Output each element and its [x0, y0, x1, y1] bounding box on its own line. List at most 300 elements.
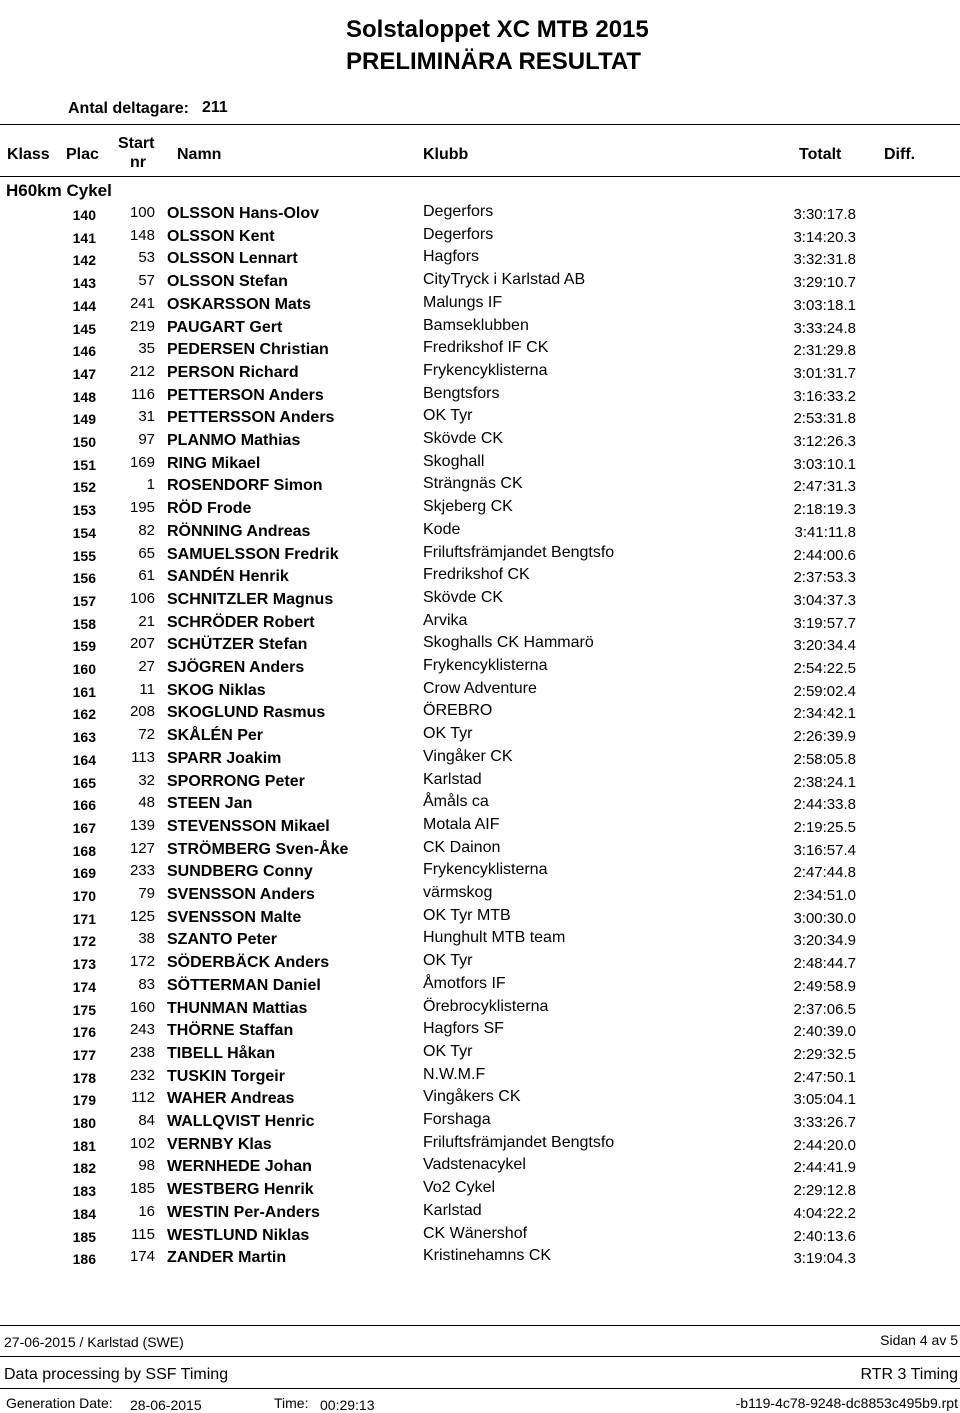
row-club: Vingåker CK — [423, 747, 513, 765]
row-start-nr: 113 — [131, 748, 155, 766]
row-club: Frykencyklisterna — [423, 657, 548, 674]
footer-top-rule — [0, 1325, 960, 1326]
row-start-nr: 232 — [129, 1066, 155, 1084]
row-plac: 179 — [72, 1092, 96, 1109]
table-row — [0, 1247, 960, 1270]
row-name: VERNBY Klas — [167, 1135, 272, 1153]
table-row — [0, 1202, 960, 1225]
table-row — [0, 385, 960, 408]
col-header-plac: Plac — [66, 146, 99, 163]
row-club: Motala AIF — [423, 815, 500, 833]
footer-time-value: 00:29:13 — [320, 1397, 375, 1413]
row-total-time: 2:53:31.8 — [793, 410, 856, 428]
row-start-nr: 21 — [138, 612, 155, 630]
row-start-nr: 35 — [138, 340, 155, 358]
table-row — [0, 317, 960, 340]
table-row — [0, 589, 960, 612]
row-name: RÖD Frode — [167, 500, 252, 518]
row-start-nr: 148 — [129, 226, 155, 244]
col-header-totalt: Totalt — [799, 146, 842, 163]
footer-software: RTR 3 Timing — [860, 1366, 958, 1383]
row-name: SCHNITZLER Magnus — [167, 590, 334, 608]
row-name: TUSKIN Torgeir — [167, 1067, 285, 1085]
row-club: N.W.M.F — [423, 1065, 486, 1083]
row-name: OLSSON Hans-Olov — [167, 205, 320, 222]
row-plac: 155 — [72, 547, 96, 564]
row-name: OLSSON Kent — [167, 227, 275, 245]
table-row — [0, 793, 960, 816]
col-header-klubb: Klubb — [423, 146, 469, 163]
row-plac: 147 — [72, 365, 96, 382]
table-row — [0, 1156, 960, 1179]
table-row — [0, 339, 960, 362]
row-total-time: 3:03:10.1 — [793, 455, 856, 473]
row-start-nr: 233 — [129, 862, 155, 880]
row-club: Arvika — [423, 611, 468, 629]
row-club: Örebrocyklisterna — [423, 997, 549, 1015]
row-total-time: 2:18:19.3 — [793, 501, 856, 519]
row-start-nr: 61 — [138, 567, 155, 585]
row-name: WESTBERG Henrik — [167, 1181, 314, 1199]
table-row — [0, 612, 960, 635]
row-plac: 162 — [72, 706, 96, 723]
row-plac: 161 — [72, 683, 96, 700]
row-name: RÖNNING Andreas — [167, 522, 311, 540]
row-name: THUNMAN Mattias — [167, 999, 308, 1017]
row-club: Åmotfors IF — [423, 974, 506, 992]
table-row — [0, 498, 960, 521]
row-plac: 146 — [72, 343, 96, 360]
row-start-nr: 106 — [129, 589, 155, 607]
row-club: Kode — [423, 520, 461, 538]
row-name: SVENSSON Malte — [167, 908, 302, 926]
footer-bottom-rule — [0, 1388, 960, 1389]
row-total-time: 3:16:57.4 — [793, 841, 856, 859]
footer-date-place: 27-06-2015 / Karlstad (SWE) — [4, 1334, 184, 1350]
row-total-time: 2:40:39.0 — [793, 1023, 856, 1041]
table-row — [0, 566, 960, 589]
row-club: Hunghult MTB team — [423, 929, 566, 947]
row-club: OK Tyr — [423, 725, 473, 743]
table-row — [0, 453, 960, 476]
row-name: OLSSON Stefan — [167, 273, 288, 291]
row-name: SPARR Joakim — [167, 749, 282, 767]
row-name: SKÅLÉN Per — [167, 727, 264, 745]
row-club: OK Tyr MTB — [423, 906, 511, 924]
participants-value: 211 — [202, 99, 228, 116]
row-start-nr: 98 — [138, 1157, 155, 1175]
row-name: WAHER Andreas — [167, 1090, 295, 1108]
row-plac: 145 — [72, 320, 96, 337]
table-row — [0, 1111, 960, 1134]
row-start-nr: 174 — [129, 1248, 155, 1266]
table-row — [0, 816, 960, 839]
row-club: värmskog — [423, 884, 493, 901]
table-row — [0, 771, 960, 794]
col-header-diff: Diff. — [884, 146, 916, 163]
row-club: Frykencyklisterna — [423, 361, 548, 379]
table-row — [0, 975, 960, 998]
row-club: Friluftsfrämjandet Bengtsfo — [423, 1133, 615, 1151]
row-club: Malungs IF — [423, 293, 503, 311]
row-club: CK Wänershof — [423, 1224, 528, 1242]
row-plac: 185 — [72, 1228, 96, 1245]
footer-gen-date-value: 28-06-2015 — [130, 1397, 202, 1413]
row-club: Skoghalls CK Hammarö — [423, 634, 594, 652]
table-row — [0, 475, 960, 498]
row-start-nr: 1 — [146, 476, 155, 494]
row-plac: 164 — [72, 751, 96, 768]
row-total-time: 2:26:39.9 — [793, 728, 856, 746]
row-name: PLANMO Mathias — [167, 432, 301, 449]
row-plac: 154 — [72, 524, 96, 541]
col-header-namn: Namn — [177, 146, 222, 163]
row-total-time: 2:44:33.8 — [793, 796, 856, 814]
row-plac: 170 — [72, 888, 96, 904]
row-plac: 183 — [72, 1183, 96, 1200]
row-start-nr: 57 — [138, 272, 155, 290]
row-total-time: 3:04:37.3 — [793, 591, 856, 609]
row-name: SPORRONG Peter — [167, 772, 305, 790]
row-start-nr: 53 — [138, 249, 155, 267]
col-header-start: Start — [118, 135, 155, 152]
row-plac: 171 — [72, 910, 96, 927]
row-name: SAMUELSSON Fredrik — [167, 545, 339, 563]
table-row — [0, 748, 960, 771]
row-name: STEVENSSON Mikael — [167, 817, 330, 835]
row-plac: 149 — [72, 411, 96, 428]
row-club: Degerfors — [423, 203, 494, 220]
row-plac: 159 — [72, 638, 96, 655]
row-club: Bengtsfors — [423, 384, 500, 402]
row-name: PETTERSON Anders — [167, 386, 324, 404]
table-row — [0, 203, 960, 226]
row-total-time: 3:20:34.4 — [793, 637, 856, 655]
row-name: SANDÉN Henrik — [167, 568, 289, 586]
table-row — [0, 861, 960, 884]
row-total-time: 2:40:13.6 — [793, 1227, 856, 1245]
row-total-time: 2:38:24.1 — [793, 773, 856, 791]
category-heading: H60km Cykel — [6, 181, 112, 200]
row-club: Strängnäs CK — [423, 475, 523, 493]
row-club: Forshaga — [423, 1111, 491, 1128]
table-row — [0, 680, 960, 703]
row-name: SVENSSON Anders — [167, 886, 315, 903]
col-header-klass: Klass — [7, 146, 50, 163]
row-total-time: 3:14:20.3 — [793, 228, 856, 246]
table-row — [0, 702, 960, 725]
row-start-nr: 208 — [129, 703, 155, 721]
row-total-time: 2:29:32.5 — [793, 1045, 856, 1063]
row-start-nr: 185 — [129, 1180, 155, 1198]
row-name: STRÖMBERG Sven-Åke — [167, 840, 349, 858]
row-club: Crow Adventure — [423, 679, 537, 697]
row-start-nr: 241 — [129, 294, 155, 312]
row-plac: 158 — [72, 615, 96, 632]
row-club: Hagfors SF — [423, 1020, 504, 1038]
row-start-nr: 65 — [138, 544, 155, 562]
table-row — [0, 521, 960, 544]
table-row — [0, 544, 960, 567]
row-total-time: 2:48:44.7 — [793, 955, 856, 973]
footer-time-label: Time: — [274, 1395, 309, 1411]
row-total-time: 3:01:31.7 — [793, 364, 856, 382]
row-name: SÖTTERMAN Daniel — [167, 976, 321, 994]
row-plac: 167 — [72, 819, 96, 836]
row-plac: 141 — [72, 229, 96, 246]
row-name: PEDERSEN Christian — [167, 341, 329, 359]
row-name: SKOGLUND Rasmus — [167, 704, 326, 722]
row-name: SZANTO Peter — [167, 931, 277, 949]
row-total-time: 3:19:57.7 — [793, 614, 856, 632]
row-plac: 181 — [72, 1137, 96, 1154]
row-total-time: 3:33:24.8 — [793, 319, 856, 337]
row-plac: 157 — [72, 592, 96, 609]
row-start-nr: 238 — [129, 1043, 155, 1061]
row-name: PERSON Richard — [167, 363, 299, 381]
row-club: Skoghall — [423, 452, 485, 470]
row-plac: 148 — [72, 388, 96, 405]
row-club: Fredrikshof IF CK — [423, 339, 549, 357]
row-total-time: 3:41:11.8 — [794, 523, 856, 541]
row-club: Skövde CK — [423, 430, 504, 447]
row-plac: 182 — [72, 1160, 96, 1177]
row-start-nr: 11 — [139, 680, 155, 698]
row-name: PAUGART Gert — [167, 318, 283, 336]
row-club: Fredrikshof CK — [423, 566, 530, 584]
row-club: Hagfors — [423, 248, 480, 266]
row-plac: 173 — [72, 956, 96, 973]
row-start-nr: 48 — [138, 794, 155, 812]
row-plac: 172 — [72, 933, 96, 950]
row-start-nr: 31 — [138, 408, 155, 426]
table-row — [0, 271, 960, 294]
row-name: WALLQVIST Henric — [167, 1113, 315, 1130]
row-start-nr: 16 — [138, 1202, 155, 1220]
table-row — [0, 929, 960, 952]
row-name: SÖDERBÄCK Anders — [167, 954, 330, 972]
table-row — [0, 1043, 960, 1066]
row-plac: 169 — [72, 865, 96, 882]
row-start-nr: 112 — [131, 1089, 155, 1107]
header-top-rule — [0, 124, 960, 125]
row-club: Kristinehamns CK — [423, 1247, 552, 1265]
row-start-nr: 115 — [131, 1225, 155, 1243]
row-club: Bamseklubben — [423, 316, 529, 334]
row-name: OSKARSSON Mats — [167, 295, 312, 313]
table-row — [0, 884, 960, 907]
row-start-nr: 219 — [129, 317, 155, 335]
row-total-time: 2:34:51.0 — [793, 887, 856, 904]
row-total-time: 2:19:25.5 — [793, 818, 856, 836]
row-plac: 174 — [72, 978, 96, 995]
footer-page: Sidan 4 av 5 — [880, 1332, 958, 1348]
table-row — [0, 634, 960, 657]
row-plac: 180 — [72, 1115, 96, 1131]
row-plac: 163 — [72, 729, 96, 746]
row-total-time: 3:29:10.7 — [793, 274, 856, 292]
row-total-time: 3:03:18.1 — [793, 296, 856, 314]
row-name: OLSSON Lennart — [167, 250, 298, 268]
row-name: RING Mikael — [167, 454, 261, 472]
row-total-time: 3:16:33.2 — [793, 387, 856, 405]
row-club: Friluftsfrämjandet Bengtsfo — [423, 543, 615, 561]
row-club: Åmåls ca — [423, 793, 489, 811]
row-plac: 177 — [72, 1046, 96, 1063]
row-club: Frykencyklisterna — [423, 861, 548, 879]
row-start-nr: 38 — [138, 930, 155, 948]
row-plac: 160 — [72, 661, 96, 677]
row-total-time: 3:33:26.7 — [793, 1114, 856, 1131]
row-total-time: 2:49:58.9 — [793, 977, 856, 995]
footer-gen-date-label: Generation Date: — [6, 1395, 113, 1411]
table-row — [0, 1225, 960, 1248]
row-plac: 168 — [72, 842, 96, 859]
row-name: SCHÜTZER Stefan — [167, 636, 308, 654]
table-row — [0, 430, 960, 453]
row-start-nr: 27 — [138, 658, 155, 675]
row-total-time: 2:58:05.8 — [793, 750, 856, 768]
row-plac: 142 — [72, 252, 96, 269]
row-club: CityTryck i Karlstad AB — [423, 271, 586, 289]
row-start-nr: 83 — [138, 975, 155, 993]
row-start-nr: 169 — [129, 453, 155, 471]
row-club: Karlstad — [423, 770, 482, 788]
row-start-nr: 32 — [138, 771, 155, 789]
row-start-nr: 243 — [129, 1021, 155, 1039]
table-row — [0, 248, 960, 271]
row-total-time: 2:44:41.9 — [793, 1159, 856, 1177]
row-name: STEEN Jan — [167, 795, 253, 813]
table-row — [0, 1088, 960, 1111]
table-row — [0, 294, 960, 317]
row-name: THÖRNE Staffan — [167, 1022, 294, 1040]
col-header-start-nr: nr — [130, 154, 146, 171]
row-start-nr: 79 — [138, 885, 155, 902]
page-title: Solstaloppet XC MTB 2015 — [346, 16, 649, 43]
table-row — [0, 907, 960, 930]
row-start-nr: 139 — [129, 816, 155, 834]
row-plac: 184 — [72, 1205, 96, 1222]
row-total-time: 3:12:26.3 — [793, 433, 856, 450]
footer-processing: Data processing by SSF Timing — [4, 1366, 229, 1383]
row-start-nr: 82 — [138, 521, 155, 539]
table-row — [0, 1020, 960, 1043]
page-subtitle: PRELIMINÄRA RESULTAT — [346, 48, 642, 75]
row-start-nr: 160 — [129, 998, 155, 1016]
row-name: PETTERSSON Anders — [167, 409, 335, 427]
row-plac: 153 — [72, 502, 96, 519]
table-row — [0, 226, 960, 249]
footer-report-id: -b119-4c78-9248-dc8853c495b9.rpt — [735, 1395, 958, 1411]
row-start-nr: 212 — [129, 362, 155, 380]
row-total-time: 2:47:31.3 — [793, 478, 856, 496]
row-plac: 143 — [72, 275, 96, 292]
row-name: WESTIN Per-Anders — [167, 1203, 320, 1221]
row-plac: 152 — [72, 479, 96, 496]
header-bottom-rule — [0, 176, 960, 177]
row-total-time: 4:04:22.2 — [793, 1204, 856, 1222]
table-row — [0, 657, 960, 680]
table-row — [0, 362, 960, 385]
table-row — [0, 725, 960, 748]
row-plac: 176 — [72, 1024, 96, 1041]
row-club: Degerfors — [423, 225, 494, 243]
table-row — [0, 1179, 960, 1202]
row-total-time: 2:37:53.3 — [793, 569, 856, 587]
table-row — [0, 998, 960, 1021]
row-start-nr: 72 — [138, 726, 155, 744]
table-row — [0, 1066, 960, 1089]
row-total-time: 3:32:31.8 — [793, 251, 856, 269]
row-name: SUNDBERG Conny — [167, 863, 313, 881]
row-total-time: 2:44:00.6 — [793, 546, 856, 564]
row-start-nr: 97 — [138, 431, 155, 448]
row-total-time: 2:34:42.1 — [793, 705, 856, 723]
row-total-time: 2:37:06.5 — [793, 1000, 856, 1018]
row-total-time: 2:29:12.8 — [793, 1182, 856, 1200]
row-plac: 186 — [72, 1251, 96, 1268]
row-club: Vingåkers CK — [423, 1088, 521, 1106]
row-total-time: 3:05:04.1 — [793, 1091, 856, 1109]
row-name: SJÖGREN Anders — [167, 659, 305, 676]
row-club: Skövde CK — [423, 588, 504, 606]
table-row — [0, 952, 960, 975]
row-total-time: 3:20:34.9 — [793, 932, 856, 950]
row-club: Vadstenacykel — [423, 1156, 526, 1174]
participants-label: Antal deltagare: — [68, 100, 189, 117]
row-plac: 151 — [72, 456, 96, 473]
row-start-nr: 127 — [129, 839, 155, 857]
row-plac: 175 — [72, 1001, 96, 1018]
row-club: Vo2 Cykel — [423, 1179, 496, 1197]
row-start-nr: 195 — [129, 499, 155, 517]
row-plac: 156 — [72, 570, 96, 587]
row-total-time: 3:00:30.0 — [793, 909, 856, 927]
row-plac: 150 — [72, 434, 96, 450]
table-row — [0, 839, 960, 862]
row-total-time: 3:19:04.3 — [793, 1250, 856, 1268]
row-name: ROSENDORF Simon — [167, 477, 323, 495]
row-start-nr: 116 — [131, 385, 155, 403]
row-total-time: 3:30:17.8 — [793, 206, 856, 223]
row-plac: 140 — [72, 207, 96, 223]
row-name: SCHRÖDER Robert — [167, 613, 315, 631]
row-start-nr: 100 — [129, 204, 155, 221]
footer-mid-rule — [0, 1356, 960, 1357]
table-row — [0, 407, 960, 430]
row-name: TIBELL Håkan — [167, 1044, 276, 1062]
row-start-nr: 125 — [129, 907, 155, 925]
row-plac: 144 — [72, 297, 96, 314]
row-total-time: 2:44:20.0 — [793, 1136, 856, 1154]
row-club: Skjeberg CK — [423, 498, 513, 516]
row-club: Karlstad — [423, 1201, 482, 1219]
row-club: CK Dainon — [423, 838, 501, 856]
row-club: ÖREBRO — [423, 702, 493, 720]
row-total-time: 2:59:02.4 — [793, 682, 856, 700]
row-total-time: 2:47:44.8 — [793, 864, 856, 882]
row-total-time: 2:47:50.1 — [793, 1068, 856, 1086]
row-plac: 178 — [72, 1069, 96, 1086]
row-plac: 166 — [72, 797, 96, 814]
row-club: OK Tyr — [423, 407, 473, 425]
row-start-nr: 102 — [129, 1134, 155, 1152]
row-club: OK Tyr — [423, 952, 473, 970]
row-name: WERNHEDE Johan — [167, 1158, 312, 1176]
row-total-time: 2:31:29.8 — [793, 342, 856, 360]
row-start-nr: 84 — [138, 1112, 155, 1129]
